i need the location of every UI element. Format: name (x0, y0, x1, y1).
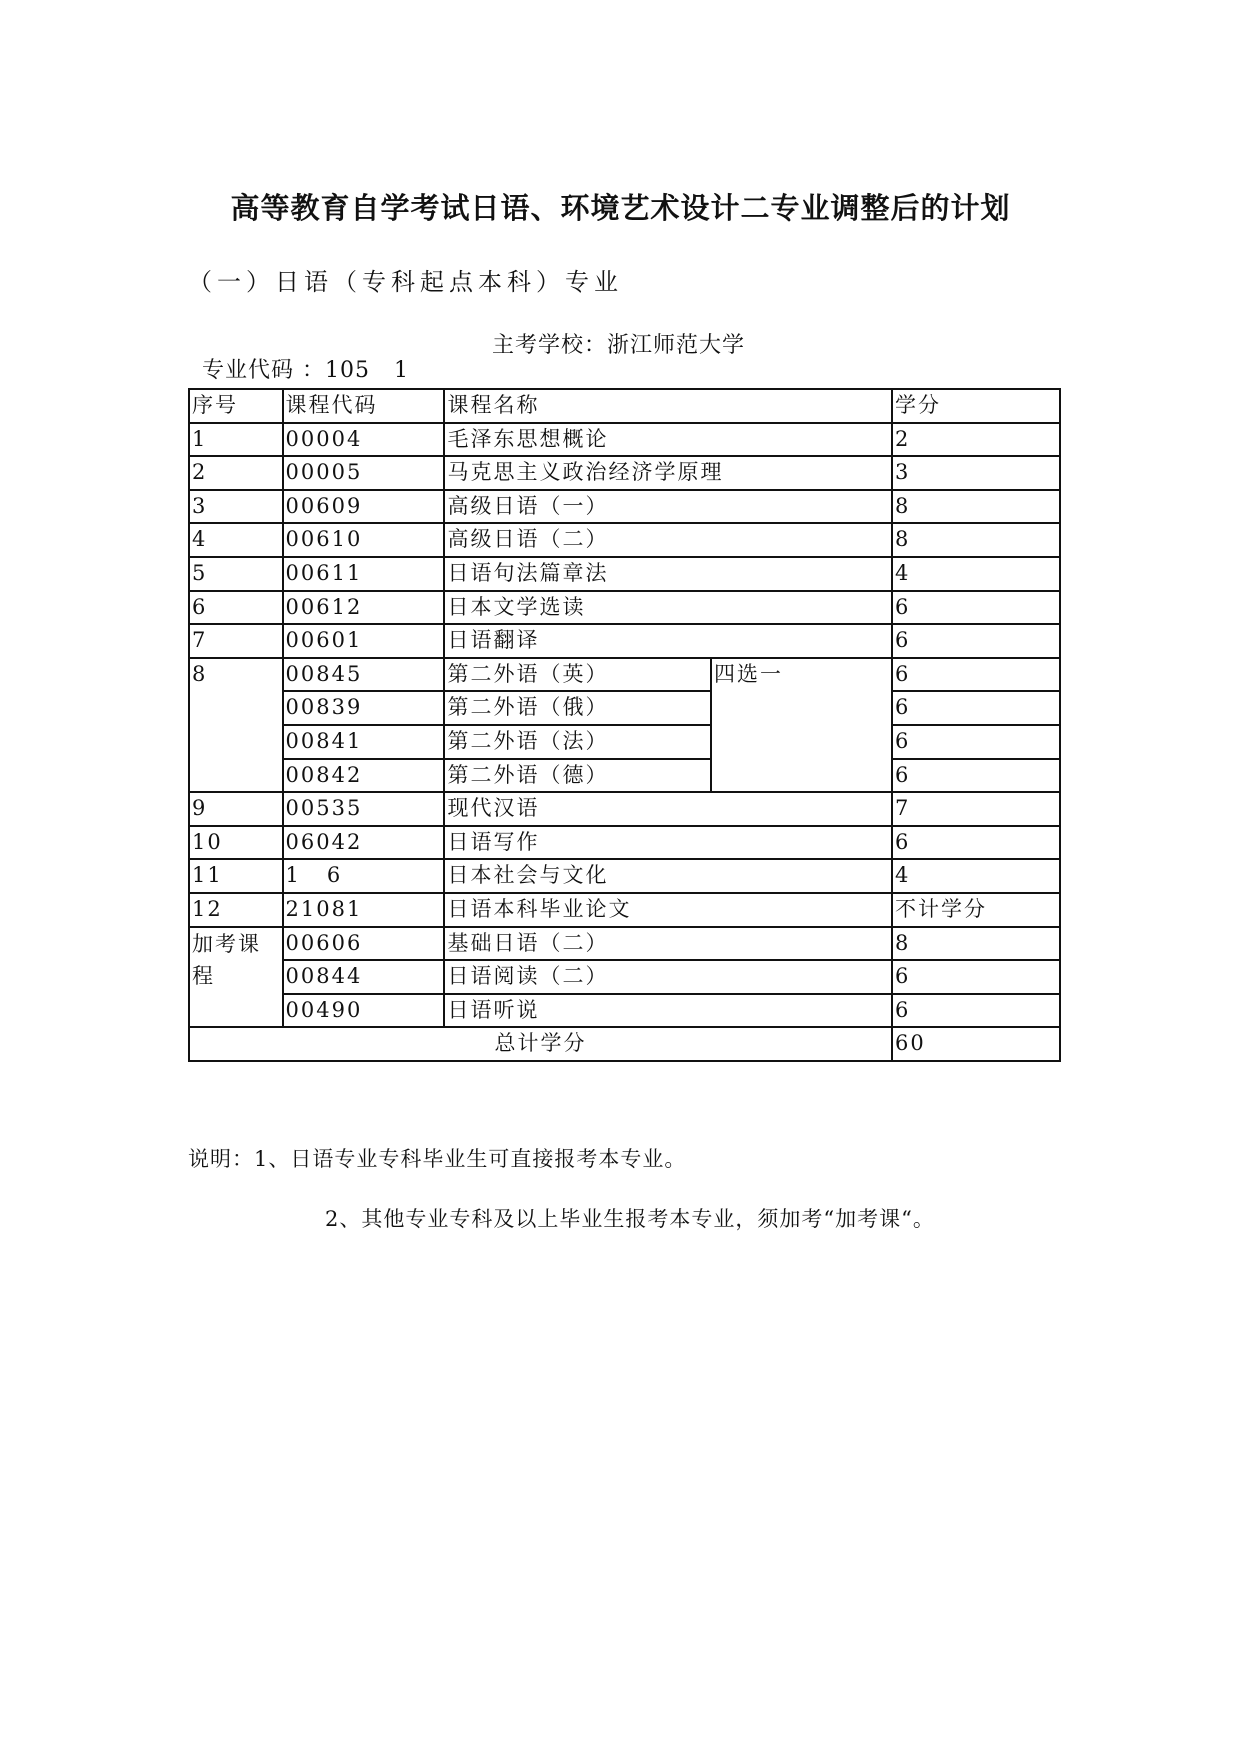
table-row (189, 557, 1060, 591)
row-credit: 7 (892, 792, 1060, 826)
row-name: 日本社会与文化 (444, 859, 892, 893)
elective-code: 00842 (283, 759, 445, 793)
row-credit: 2 (892, 423, 1060, 457)
table-row (189, 826, 1060, 860)
row-credit: 8 (892, 523, 1060, 557)
table-row (189, 490, 1060, 524)
elective-credit: 6 (892, 759, 1060, 793)
extra-code: 00490 (283, 994, 445, 1028)
note-2: 2、其他专业专科及以上毕业生报考本专业，须加考“加考课“。 (325, 1207, 935, 1231)
elective-row (189, 658, 1060, 692)
row-code: 00611 (283, 557, 445, 591)
row-code: 00612 (283, 591, 445, 625)
table-row (189, 591, 1060, 625)
row-credit: 不计学分 (892, 893, 1060, 927)
table-row (189, 893, 1060, 927)
row-credit: 3 (892, 456, 1060, 490)
elective-row (189, 691, 1060, 725)
row-credit: 6 (892, 591, 1060, 625)
row-name: 日语本科毕业论文 (444, 893, 892, 927)
row-credit: 6 (892, 826, 1060, 860)
elective-name: 第二外语（英） (444, 658, 711, 692)
header-no: 序号 (189, 389, 283, 423)
elective-name: 第二外语（德） (444, 759, 711, 793)
table-row (189, 456, 1060, 490)
table-row (189, 624, 1060, 658)
course-plan-table (188, 388, 1061, 1062)
total-label: 总计学分 (189, 1027, 892, 1061)
elective-credit: 6 (892, 658, 1060, 692)
row-code: 00535 (283, 792, 445, 826)
note-1: 说明：1、日语专业专科毕业生可直接报考本专业。 (188, 1147, 687, 1171)
row-name: 现代汉语 (444, 792, 892, 826)
row-no: 10 (189, 826, 283, 860)
extra-name: 基础日语（二） (444, 927, 892, 961)
elective-group-no: 8 (189, 658, 283, 792)
elective-code: 00841 (283, 725, 445, 759)
table-row (189, 859, 1060, 893)
row-no: 1 (189, 423, 283, 457)
extra-group-label: 加考课程 (189, 927, 283, 1028)
row-no: 9 (189, 792, 283, 826)
extra-name: 日语听说 (444, 994, 892, 1028)
row-no: 12 (189, 893, 283, 927)
row-no: 4 (189, 523, 283, 557)
row-credit: 4 (892, 557, 1060, 591)
elective-row (189, 759, 1060, 793)
table-row (189, 523, 1060, 557)
extra-credit: 6 (892, 960, 1060, 994)
row-name: 高级日语（一） (444, 490, 892, 524)
header-credit: 学分 (892, 389, 1060, 423)
extra-course-row (189, 927, 1060, 961)
major-code: 专业代码 ：105 1 (202, 358, 409, 383)
row-code: 00609 (283, 490, 445, 524)
elective-row (189, 725, 1060, 759)
row-no: 11 (189, 859, 283, 893)
row-name: 马克思主义政治经济学原理 (444, 456, 892, 490)
elective-code: 00839 (283, 691, 445, 725)
table-row (189, 423, 1060, 457)
row-no: 3 (189, 490, 283, 524)
row-credit: 4 (892, 859, 1060, 893)
row-code: 00601 (283, 624, 445, 658)
header-code: 课程代码 (283, 389, 445, 423)
extra-course-row (189, 960, 1060, 994)
extra-code: 00844 (283, 960, 445, 994)
row-code: 1 6 (283, 859, 445, 893)
section-heading: （一）日语（专科起点本科）专业 (188, 268, 623, 296)
row-name: 日本文学选读 (444, 591, 892, 625)
extra-code: 00606 (283, 927, 445, 961)
row-code: 00610 (283, 523, 445, 557)
elective-group-note: 四选一 (711, 658, 892, 792)
row-code: 00004 (283, 423, 445, 457)
extra-name: 日语阅读（二） (444, 960, 892, 994)
row-no: 5 (189, 557, 283, 591)
row-name: 毛泽东思想概论 (444, 423, 892, 457)
row-code: 21081 (283, 893, 445, 927)
elective-credit: 6 (892, 691, 1060, 725)
row-credit: 6 (892, 624, 1060, 658)
header-name: 课程名称 (444, 389, 892, 423)
elective-name: 第二外语（俄） (444, 691, 711, 725)
extra-credit: 8 (892, 927, 1060, 961)
row-no: 6 (189, 591, 283, 625)
row-credit: 8 (892, 490, 1060, 524)
elective-name: 第二外语（法） (444, 725, 711, 759)
total-row (189, 1027, 1060, 1061)
row-name: 日语句法篇章法 (444, 557, 892, 591)
extra-credit: 6 (892, 994, 1060, 1028)
row-name: 日语翻译 (444, 624, 892, 658)
host-school: 主考学校：浙江师范大学 (492, 333, 746, 358)
row-name: 高级日语（二） (444, 523, 892, 557)
table-row (189, 792, 1060, 826)
row-code: 00005 (283, 456, 445, 490)
row-no: 2 (189, 456, 283, 490)
total-value: 60 (892, 1027, 1060, 1061)
table-header-row (189, 389, 1060, 423)
page-title: 高等教育自学考试日语、环境艺术设计二专业调整后的计划 (230, 191, 1011, 225)
row-code: 06042 (283, 826, 445, 860)
elective-code: 00845 (283, 658, 445, 692)
row-no: 7 (189, 624, 283, 658)
row-name: 日语写作 (444, 826, 892, 860)
extra-course-row (189, 994, 1060, 1028)
elective-credit: 6 (892, 725, 1060, 759)
